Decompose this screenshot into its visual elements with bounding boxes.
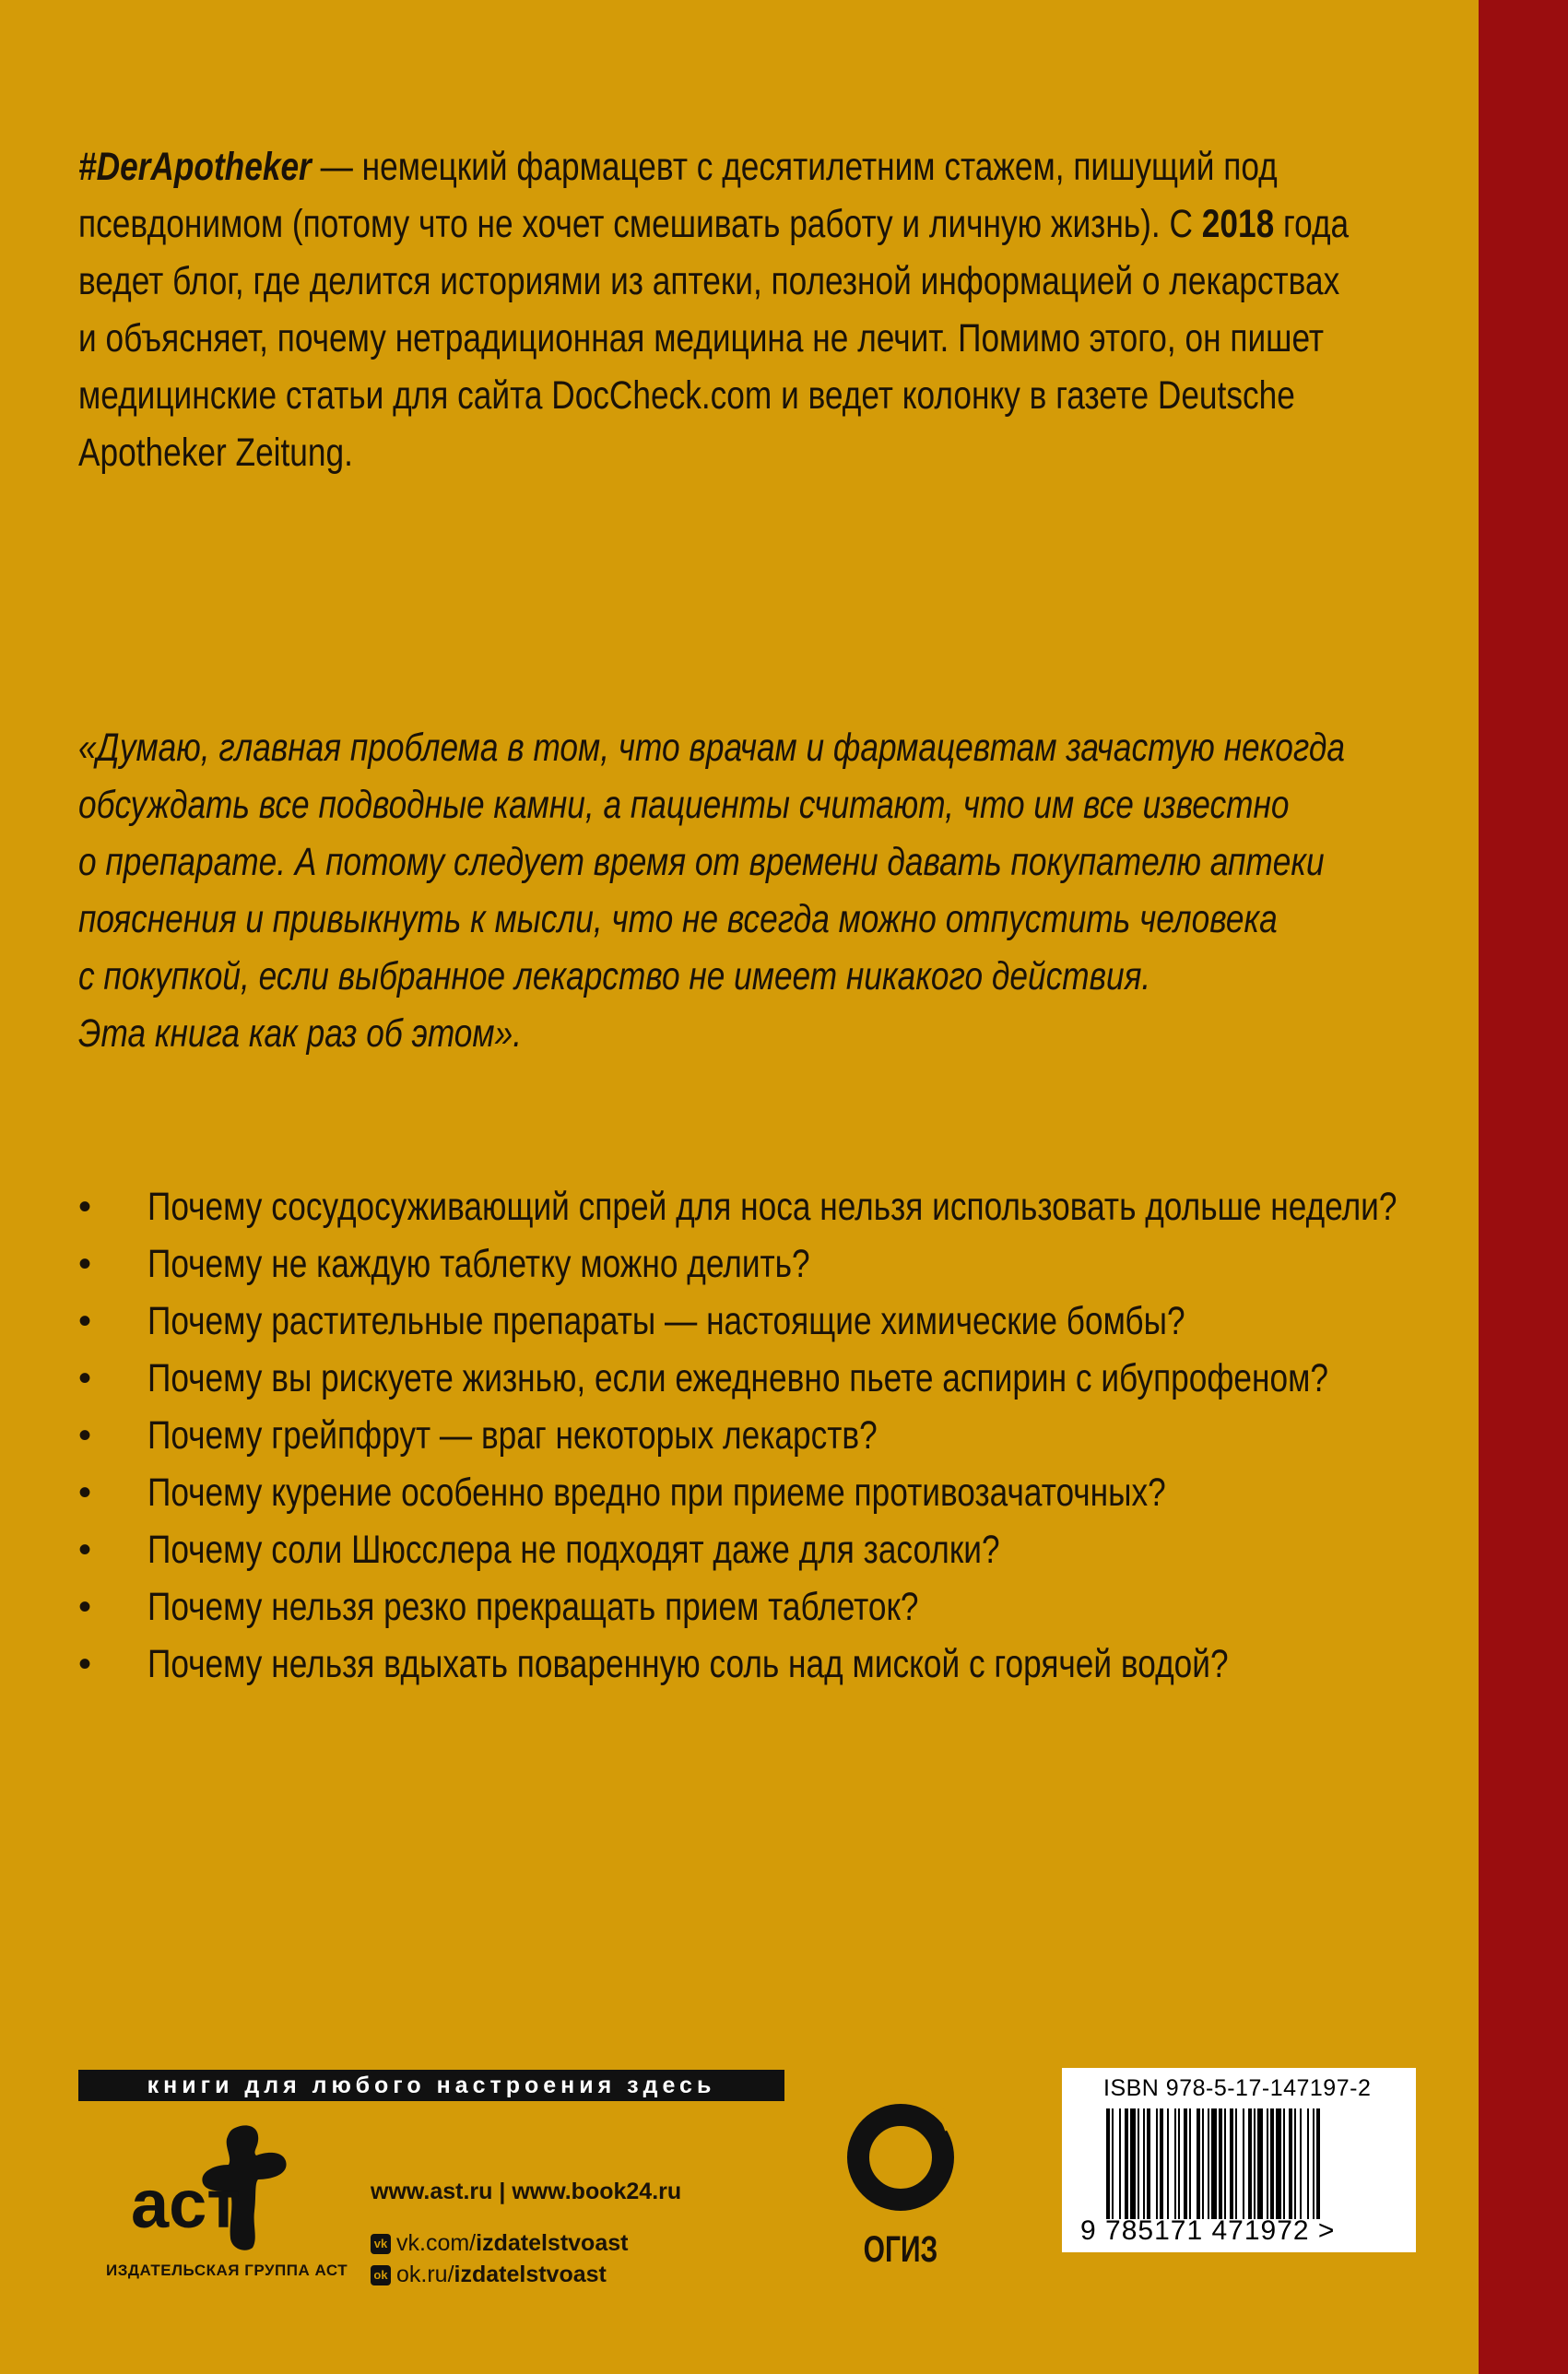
bullet-icon: •: [78, 1644, 92, 1684]
barcode-bar: [1316, 2108, 1320, 2219]
barcode-bar: [1294, 2108, 1296, 2219]
bullet-icon: •: [78, 1244, 92, 1284]
quote-line: с покупкой, если выбранное лекарство не имеет никакого действия.: [78, 954, 1151, 998]
barcode-bar: [1130, 2108, 1136, 2219]
barcode-bar: [1219, 2108, 1222, 2219]
barcode-bar: [1248, 2108, 1252, 2219]
barcode-bar: [1174, 2108, 1176, 2219]
question-text: Почему грейпфрут — враг некоторых лекарств?: [147, 1413, 878, 1458]
author-handle: #DerApotheker: [78, 145, 312, 189]
publisher-links: [371, 2176, 681, 2290]
barcode-bar: [1254, 2108, 1256, 2219]
bio-year: 2018: [1201, 202, 1275, 246]
barcode-bar: [1202, 2108, 1204, 2219]
barcode-bar: [1138, 2108, 1139, 2219]
barcode-bar: [1283, 2108, 1285, 2219]
bio-line-1: — немецкий фармацевт с десятилетним стажем, пишущий под: [311, 145, 1278, 189]
ok-icon: ok: [371, 2265, 391, 2285]
bio-line-5: медицинские статьи для сайта DocCheck.com и ведет колонку в газете Deutsche: [78, 373, 1295, 418]
bio-line-2a: псевдонимом (потому что не хочет смешивать работу и личную жизнь). С: [78, 202, 1202, 246]
vk-handle: izdatelstvoast: [476, 2230, 629, 2256]
bullet-icon: •: [78, 1530, 92, 1570]
barcode-bar: [1147, 2108, 1150, 2219]
bio-line-3: ведет блог, где делится историями из аптеки, полезной информацией о лекарствах: [78, 259, 1340, 303]
barcode-bar: [1184, 2108, 1187, 2219]
isbn-number: ISBN 978-5-17-147197-2: [1103, 2075, 1372, 2101]
spine-stripe: [1479, 0, 1568, 2374]
bio-line-4: и объясняет, почему нетрадиционная медицина не лечит. Помимо этого, он пишет: [78, 316, 1325, 360]
ast-logo-text: аст: [131, 2166, 241, 2242]
barcode-bar: [1270, 2108, 1274, 2219]
question-text: Почему нельзя вдыхать поваренную соль над миской с горячей водой?: [147, 1642, 1229, 1686]
barcode-bar: [1300, 2108, 1302, 2219]
barcode-bar: [1243, 2108, 1244, 2219]
barcode-bar: [1211, 2108, 1217, 2219]
barcode-bar: [1112, 2108, 1114, 2219]
bio-line-6: Apotheker Zeitung.: [78, 431, 353, 475]
quote-line: о препарате. А потому следует время от времени давать покупателю аптеки: [78, 840, 1325, 884]
question-text: Почему курение особенно вредно при приеме противозачаточных?: [147, 1470, 1166, 1515]
web-links[interactable]: www.ast.ru | www.book24.ru: [371, 2179, 682, 2204]
author-bio: [78, 138, 1454, 481]
question-text: Почему сосудосуживающий спрей для носа нельзя использовать дольше недели?: [147, 1185, 1397, 1229]
vk-prefix: vk.com/: [396, 2230, 477, 2256]
question-text: Почему нельзя резко прекращать прием таблеток?: [147, 1585, 919, 1629]
vk-icon: vk: [371, 2234, 391, 2254]
vk-link[interactable]: [371, 2227, 681, 2259]
ok-handle: izdatelstvoast: [454, 2262, 607, 2287]
barcode-icon: [1106, 2108, 1383, 2219]
question-text: Почему вы рискуете жизнью, если ежедневно пьете аспирин с ибупрофеном?: [147, 1356, 1328, 1400]
quote-line: Эта книга как раз об этом».: [78, 1011, 522, 1056]
barcode-bar: [1125, 2108, 1128, 2219]
publisher-name: ИЗДАТЕЛЬСКАЯ ГРУППА АСТ: [106, 2262, 348, 2279]
bullet-icon: •: [78, 1187, 92, 1227]
barcode-bar: [1189, 2108, 1191, 2219]
isbn-block: [1062, 2068, 1416, 2252]
bullet-icon: •: [78, 1472, 92, 1513]
barcode-bar: [1167, 2108, 1169, 2219]
barcode-bar: [1224, 2108, 1226, 2219]
author-quote: [78, 719, 1454, 1062]
barcode-bar: [1257, 2108, 1263, 2219]
ok-link[interactable]: [371, 2259, 681, 2290]
barcode-bar: [1156, 2108, 1158, 2219]
question-text: Почему растительные препараты — настоящие химические бомбы?: [147, 1299, 1185, 1343]
bullet-icon: •: [78, 1587, 92, 1627]
bullet-icon: •: [78, 1301, 92, 1341]
quote-line: обсуждать все подводные камни, а пациенты считают, что им все известно: [78, 783, 1290, 827]
barcode-bar: [1106, 2108, 1110, 2219]
promo-banner: книги для любого настроения здесь: [78, 2070, 784, 2101]
bio-line-2b: года: [1274, 202, 1350, 246]
barcode-digits: 9 785171 471972 >: [1080, 2215, 1336, 2246]
barcode-bar: [1197, 2108, 1200, 2219]
quote-line: пояснения и привыкнуть к мысли, что не всегда можно отпустить человека: [78, 897, 1278, 941]
bullet-icon: •: [78, 1415, 92, 1456]
bullet-icon: •: [78, 1358, 92, 1399]
ok-prefix: ok.ru/: [396, 2262, 454, 2287]
barcode-bar: [1119, 2108, 1121, 2219]
barcode-bar: [1160, 2108, 1163, 2219]
barcode-bar: [1289, 2108, 1292, 2219]
barcode-bar: [1143, 2108, 1145, 2219]
question-text: Почему не каждую таблетку можно делить?: [147, 1242, 810, 1286]
question-text: Почему соли Шюсслера не подходят даже для засолки?: [147, 1528, 1000, 1572]
barcode-bar: [1307, 2108, 1309, 2219]
quote-line: «Думаю, главная проблема в том, что врачам и фармацевтам зачастую некогда: [78, 726, 1345, 770]
ast-logo-icon: [129, 2119, 295, 2257]
barcode-bar: [1267, 2108, 1268, 2219]
barcode-bar: [1208, 2108, 1209, 2219]
barcode-bar: [1178, 2108, 1180, 2219]
barcode-bar: [1235, 2108, 1237, 2219]
ogiz-label: ОГИЗ: [863, 2229, 938, 2270]
barcode-bar: [1276, 2108, 1281, 2219]
barcode-bar: [1313, 2108, 1315, 2219]
barcode-bar: [1230, 2108, 1233, 2219]
